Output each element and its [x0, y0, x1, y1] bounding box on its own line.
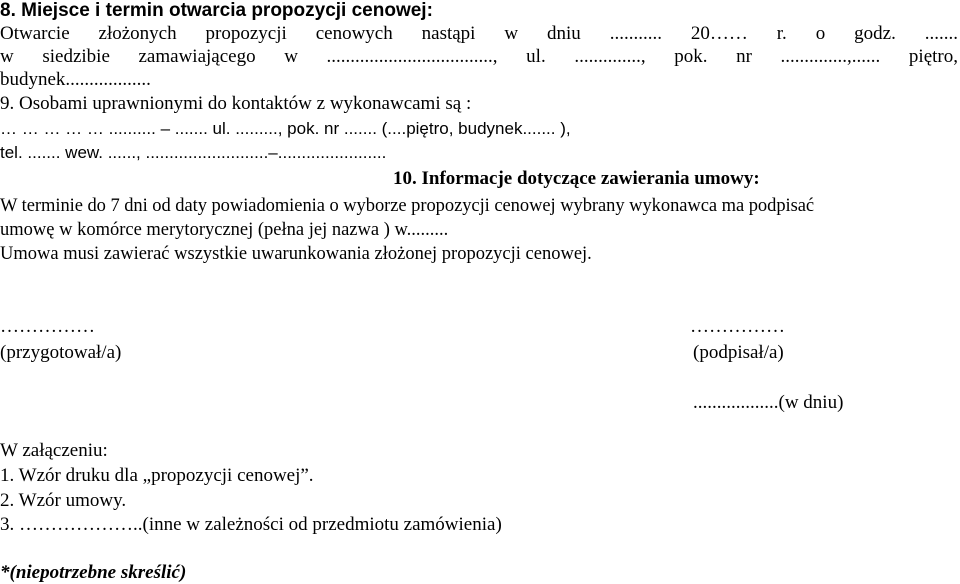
attachment-item-3: 3. ………………..(inne w zależności od przedmiotu zamówienia) [0, 514, 502, 535]
section-8-line-1: Otwarcie złożonych propozycji cenowych nastąpi w dniu ........... 20…… r. o godz. ....... [0, 23, 958, 44]
attachment-item-2: 2. Wzór umowy. [0, 490, 127, 511]
attachment-item-1: 1. Wzór druku dla „propozycji cenowej”. [0, 465, 314, 486]
section-9-heading: 9. Osobami uprawnionymi do kontaktów z wykonawcami są : [0, 93, 472, 114]
signature-right-label: (podpisał/a) [693, 342, 784, 363]
section-10-heading: 10. Informacje dotyczące zawierania umowy: [393, 168, 760, 189]
section-10-line-3: Umowa musi zawierać wszystkie uwarunkowania złożonej propozycji cenowej. [0, 244, 592, 264]
section-8-line-3: budynek.................. [0, 69, 151, 90]
footnote: *(niepotrzebne skreślić) [0, 562, 187, 583]
signature-date-line: ..................(w dniu) [693, 392, 844, 413]
signature-right-dots: …………… [690, 316, 785, 337]
section-10-line-1: W terminie do 7 dni od daty powiadomienia o wyborze propozycji cenowej wybrany wykonawca ma podpisać [0, 196, 815, 216]
section-8-line-2: w siedzibie zamawiającego w ..................................., ul. .............., pok. nr ..............,...... piętro, [0, 46, 958, 67]
signature-left-label: (przygotował/a) [0, 342, 122, 363]
attachments-heading: W załączeniu: [0, 440, 108, 461]
section-9-line-2: tel. ....... wew. ......, ..........................–....................... [0, 143, 387, 162]
signature-left-dots: …………… [0, 316, 95, 337]
section-9-line-1: … … … … … .......... – ....... ul. ........., pok. nr ....... (....piętro, budynek....... ), [0, 119, 571, 138]
section-10-line-2: umowę w komórce merytorycznej (pełna jej nazwa ) w......... [0, 220, 449, 240]
section-8-heading: 8. Miejsce i termin otwarcia propozycji cenowej: [0, 0, 433, 21]
